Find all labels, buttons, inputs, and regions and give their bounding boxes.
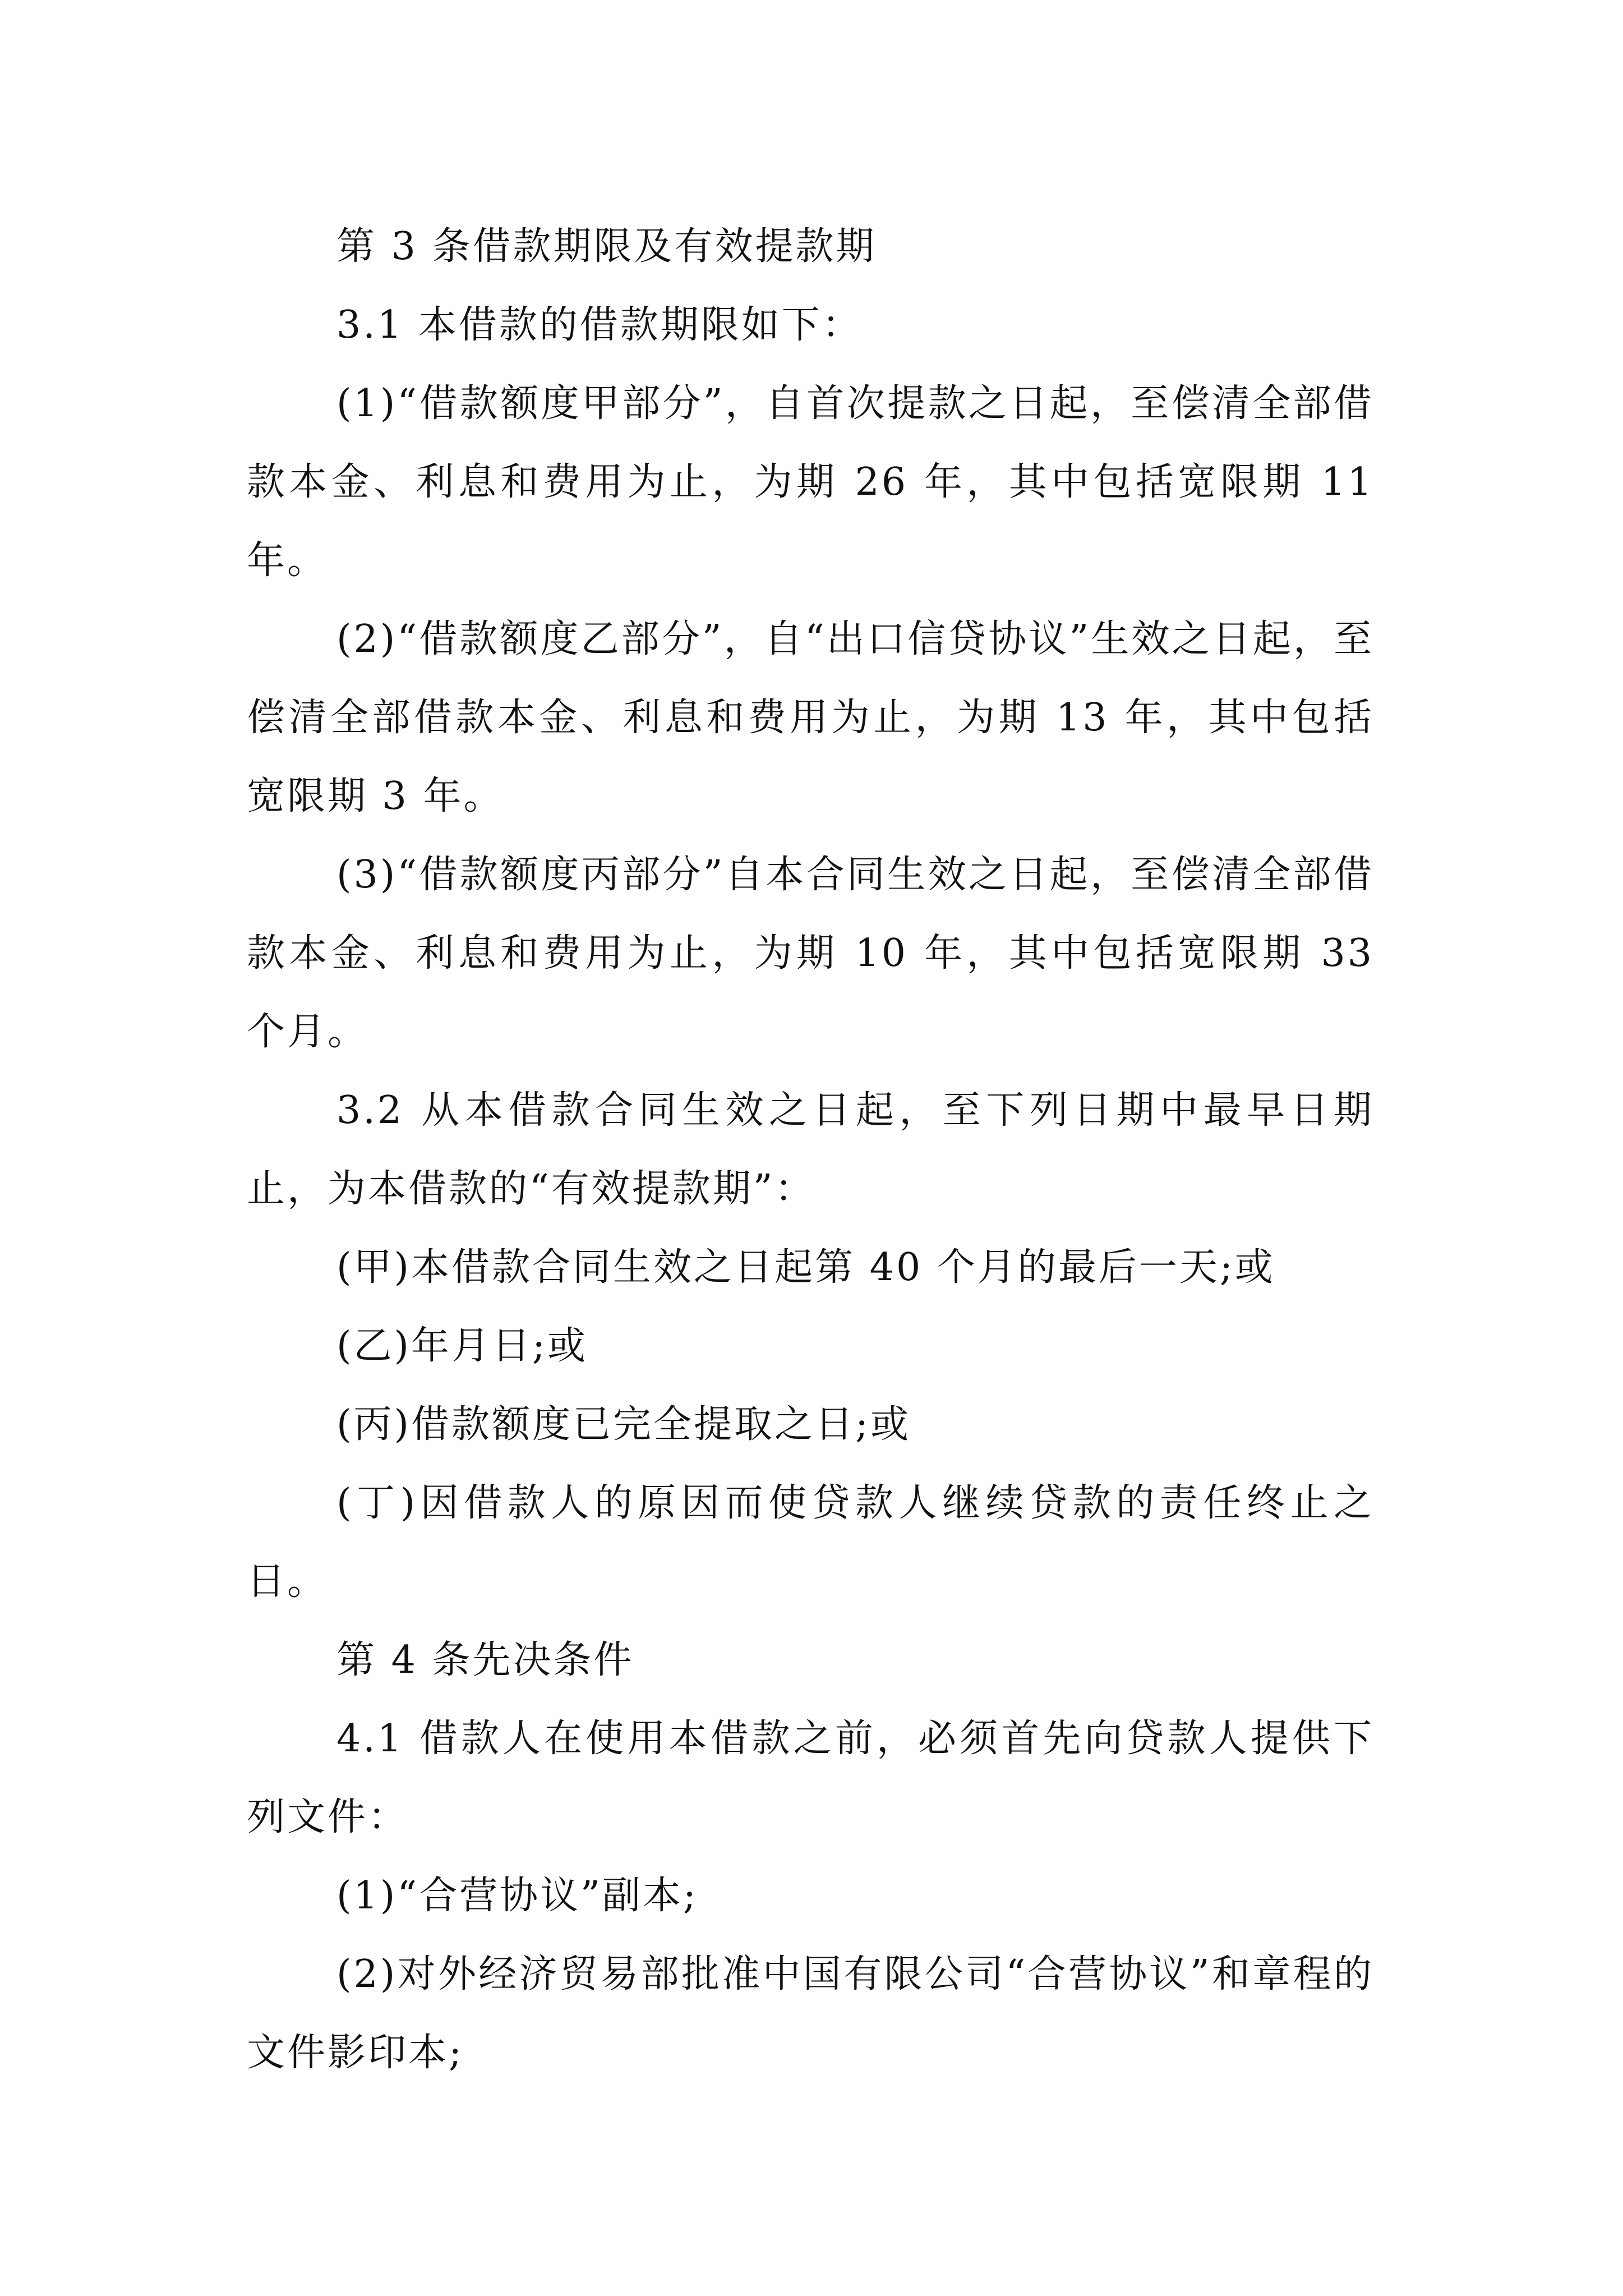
clause-3-1: 3.1 本借款的借款期限如下：: [336, 303, 863, 347]
clause-3-2-item-b: (乙)年月日;或: [336, 1324, 588, 1368]
document-body: [247, 208, 1374, 2092]
clause-3-1-item-2: (2)“借款额度乙部分”，自“出口信贷协议”生效之日起，至偿清全部借款本金、利息和费用为止，为期 13 年，其中包括宽限期 3 年。: [247, 617, 1374, 818]
article-4-heading: 第 4 条先决条件: [336, 1638, 634, 1682]
clause-4-1-item-1: (1)“合营协议”副本;: [336, 1874, 698, 1918]
clause-3-2-item-c: (丙)借款额度已完全提取之日;或: [336, 1402, 911, 1447]
clause-3-1-item-3: (3)“借款额度丙部分”自本合同生效之日起，至偿清全部借款本金、利息和费用为止，为期 10 年，其中包括宽限期 33 个月。: [247, 853, 1374, 1054]
article-3-heading: 第 3 条借款期限及有效提款期: [336, 224, 877, 269]
clause-3-2-item-d: (丁)因借款人的原因而使贷款人继续贷款的责任终止之日。: [247, 1481, 1374, 1604]
clause-3-2-item-a: (甲)本借款合同生效之日起第 40 个月的最后一天;或: [336, 1245, 1275, 1290]
clause-4-1-item-2: (2)对外经济贸易部批准中国有限公司“合营协议”和章程的文件影印本;: [247, 1952, 1374, 2075]
clause-3-2: 3.2 从本借款合同生效之日起，至下列日期中最早日期止，为本借款的“有效提款期”：: [247, 1088, 1374, 1211]
clause-4-1: 4.1 借款人在使用本借款之前，必须首先向贷款人提供下列文件：: [247, 1717, 1374, 1839]
clause-3-1-item-1: (1)“借款额度甲部分”，自首次提款之日起，至偿清全部借款本金、利息和费用为止，为期 26 年，其中包括宽限期 11 年。: [247, 381, 1374, 583]
